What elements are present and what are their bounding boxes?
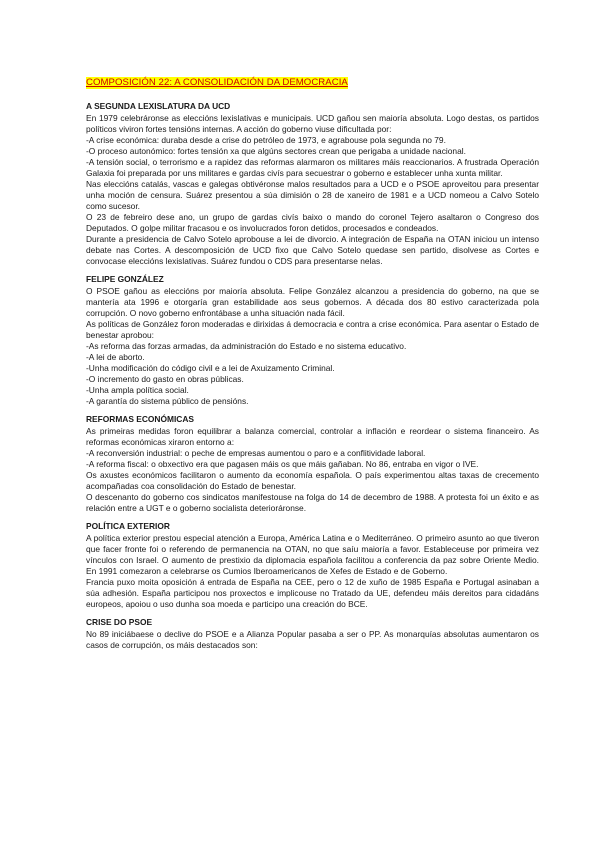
paragraph: Francia puxo moita oposición á entrada de España na CEE, pero o 12 de xuño de 1985 España e Portugal asinaban a súa adhesión. España participou nos proxectos e implicouse no Tratado da UE, defendeu máis dereitos para cidadáns europeos, apoiou o uso dunha soa moeda e participo una creación do BCE.	[86, 577, 539, 609]
paragraph: A política exterior prestou especial atención a Europa, América Latina e o Mediterráneo. O primeiro asunto ao que tiveron que facer fronte foi o referendo de permanencia na OTAN, no que saíu maioría a favor. Estableceuse por primeira vez vínculos con Israel. O aumento de prestixio da diplomacia española facilitou a conferencia da paz sobre Oriente Medio. En 1991 comezaron a celebrarse os Cumios Iberoamericanos de Xefes de Estado e de Goberno.	[86, 533, 539, 576]
paragraph: -A reconversión industrial: o peche de empresas aumentou o paro e a conflitividade laboral.	[86, 448, 426, 458]
paragraph: -A crise económica: duraba desde a crise do petróleo de 1973, e agrabouse pola segunda no 79.	[86, 135, 446, 145]
document-body	[86, 101, 539, 651]
paragraph: No 89 iniciábaese o declive do PSOE e a Alianza Popular pasaba a ser o PP. As monarquías absolutas aumentaron os casos de corrupción, os máis destacados son:	[86, 629, 539, 650]
paragraph: As políticas de González foron moderadas e dirixidas á democracia e contra a crise económica. Para asentar o Estado de benestar aprobou:	[86, 319, 539, 340]
section	[86, 414, 539, 514]
paragraph: O descenanto do goberno cos sindicatos manifestouse na folga do 14 de decembro de 1988. A protesta foi un éxito e as relación entre a UGT e o goberno socialista deterioráronse.	[86, 492, 539, 513]
section	[86, 274, 539, 407]
section-heading: POLÍTICA EXTERIOR	[86, 521, 170, 531]
paragraph: -Unha ampla política social.	[86, 385, 189, 395]
paragraph: -O proceso autonómico: fortes tensión xa que algúns sectores crean que perigaba a unidade nacional.	[86, 146, 466, 156]
paragraph: -A garantía do sistema público de pensións.	[86, 396, 249, 406]
document-title: COMPOSICIÓN 22: A CONSOLIDACIÓN DA DEMOCRACIA	[86, 77, 348, 88]
section-heading: FELIPE GONZÁLEZ	[86, 274, 164, 284]
paragraph: -O incremento do gasto en obras públicas.	[86, 374, 244, 384]
paragraph: O PSOE gañou as eleccións por maioría absoluta. Felipe González alcanzou a presidencia do goberno, na que se mantería ata 1996 e otorgaría gran estabilidade aos seus gobernos. A década dos 80 estivo caracterizada pola corrupción. O novo goberno enfrontábase a unha situación nada fácil.	[86, 286, 539, 318]
paragraph: Nas eleccións catalás, vascas e galegas obtivéronse malos resultados para a UCD e o PSOE aproveitou para presentar unha moción de censura. Suárez presentou a súa dimisión o 28 de xaneiro de 1981 e a UCD nomeou a Calvo Sotelo como sucesor.	[86, 179, 539, 211]
paragraph: O 23 de febreiro dese ano, un grupo de gardas civís baixo o mando do coronel Tejero asaltaron o Congreso dos Deputados. O golpe militar fracasou e os involucrados foron detidos, procesados e condeados.	[86, 212, 539, 233]
paragraph: As primeiras medidas foron equilibrar a balanza comercial, controlar a inflación e reordear o sistema financeiro. As reformas económicas xiraron entorno a:	[86, 426, 539, 447]
paragraph: -A tensión social, o terrorismo e a rapidez das reformas alarmaron os militares máis reaccionarios. A frustrada Operación Galaxia foi preparada por uns militares e gardas civís para secuestrar o goberno e establecer unha xunta militar.	[86, 157, 539, 178]
section	[86, 617, 539, 651]
paragraph: -A reforma fiscal: o obxectivo era que pagasen máis os que máis gañaban. No 86, entraba en vigor o IVE.	[86, 459, 479, 469]
paragraph: Os axustes económicos facilitaron o aumento da economía española. O país experimentou altas taxas de crecemento acompañadas coa consolidación do Estado de benestar.	[86, 470, 539, 491]
paragraph: Durante a presidencia de Calvo Sotelo aprobouse a lei de divorcio. A integración de España na OTAN iniciou un intenso debate nas Cortes. A descomposición de UCD fixo que Calvo Sotelo quedase sen partido, disolvese as Cortes e convocase eleccións lexislativas. Suárez fundou o CDS para presentarse nelas.	[86, 234, 539, 266]
section-heading: A SEGUNDA LEXISLATURA DA UCD	[86, 101, 231, 111]
section-heading: CRISE DO PSOE	[86, 617, 153, 627]
paragraph: En 1979 celebráronse as eleccións lexislativas e municipais. UCD gañou sen maioría absoluta. Logo destas, os partidos políticos viviron fortes tensións internas. A acción do goberno viuse dificultada por:	[86, 113, 539, 134]
section	[86, 521, 539, 610]
paragraph: -Unha modificación do código civil e a lei de Axuizamento Criminal.	[86, 363, 335, 373]
paragraph: -A lei de aborto.	[86, 352, 145, 362]
paragraph: -As reforma das forzas armadas, da administración do Estado e no sistema educativo.	[86, 341, 407, 351]
section-heading: REFORMAS ECONÓMICAS	[86, 414, 194, 424]
section	[86, 101, 539, 267]
